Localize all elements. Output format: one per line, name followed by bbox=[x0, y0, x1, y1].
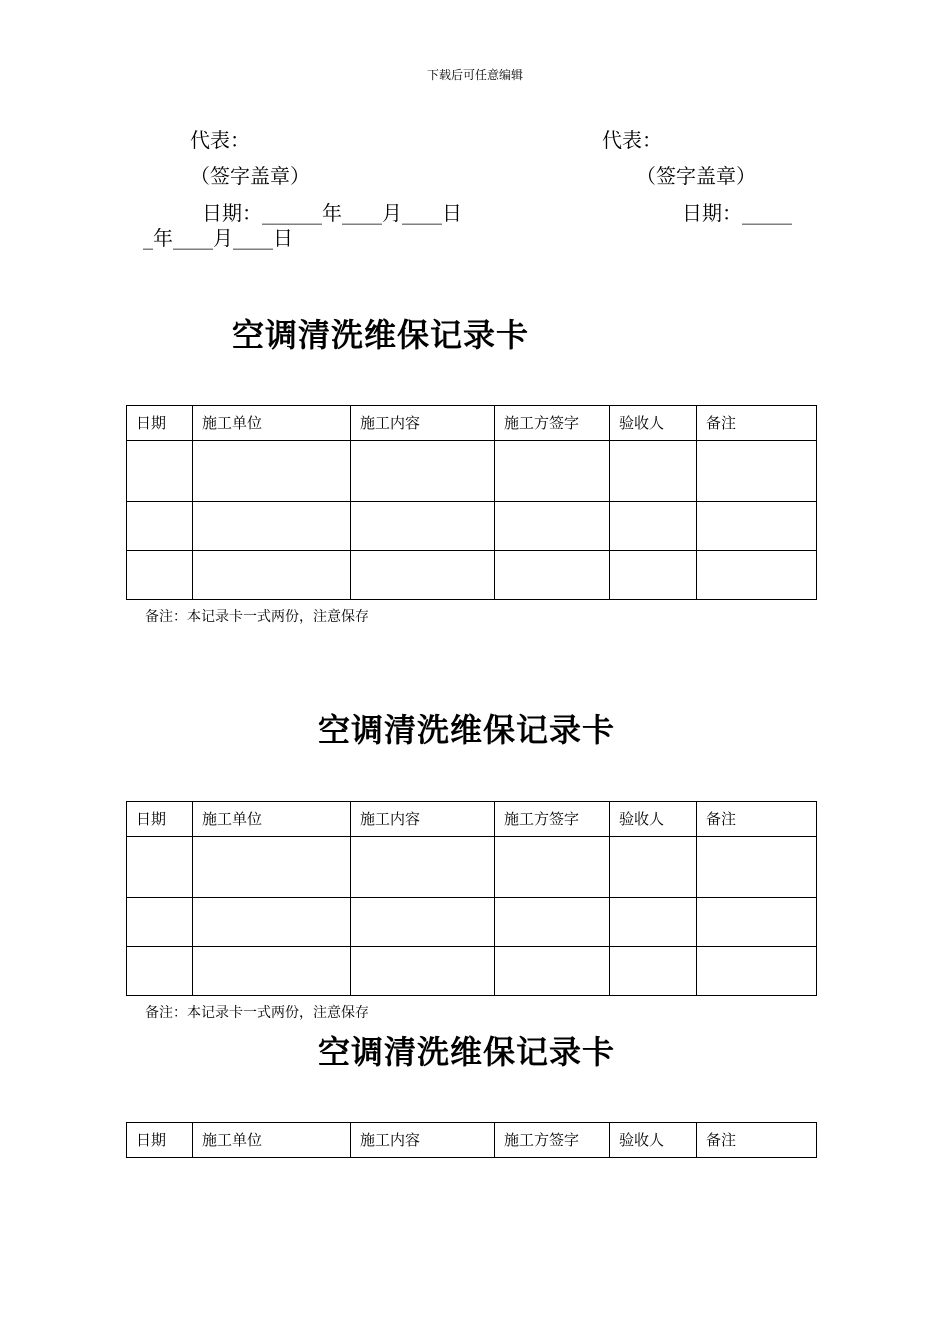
table-header-row bbox=[127, 802, 817, 837]
left-rep-label: 代表： bbox=[190, 128, 250, 152]
table-row bbox=[127, 502, 817, 551]
column-header-unit: 施工单位 bbox=[193, 802, 351, 837]
header-note: 下载后可任意编辑 bbox=[426, 68, 523, 82]
column-header-inspector: 验收人 bbox=[610, 406, 697, 441]
column-header-contractor-sign: 施工方签字 bbox=[495, 406, 610, 441]
table-cell bbox=[697, 551, 817, 600]
table-cell bbox=[610, 947, 697, 996]
table-cell bbox=[697, 837, 817, 898]
table-cell bbox=[351, 441, 495, 502]
table-row bbox=[127, 837, 817, 898]
right-seal: （签字盖章） bbox=[636, 164, 756, 188]
record-table-3 bbox=[126, 1122, 817, 1158]
table-header-row bbox=[127, 1123, 817, 1158]
right-date: 日期：_____ bbox=[682, 201, 792, 225]
column-header-content: 施工内容 bbox=[351, 406, 495, 441]
table-cell bbox=[495, 502, 610, 551]
column-header-unit: 施工单位 bbox=[193, 406, 351, 441]
table-cell bbox=[193, 837, 351, 898]
table-cell bbox=[495, 441, 610, 502]
column-header-unit: 施工单位 bbox=[193, 1123, 351, 1158]
table-cell bbox=[193, 502, 351, 551]
table-cell bbox=[697, 898, 817, 947]
column-header-date: 日期 bbox=[127, 802, 193, 837]
table-cell bbox=[127, 551, 193, 600]
table-cell bbox=[495, 551, 610, 600]
table-cell bbox=[351, 502, 495, 551]
table-cell bbox=[610, 441, 697, 502]
table-cell bbox=[193, 947, 351, 996]
table-row bbox=[127, 898, 817, 947]
column-header-inspector: 验收人 bbox=[610, 802, 697, 837]
column-header-remarks: 备注 bbox=[697, 1123, 817, 1158]
column-header-remarks: 备注 bbox=[697, 406, 817, 441]
table-cell bbox=[351, 551, 495, 600]
card-1-title: 空调清洗维保记录卡 bbox=[232, 316, 530, 354]
table-row bbox=[127, 441, 817, 502]
table-cell bbox=[193, 551, 351, 600]
card-2-note: 备注：本记录卡一式两份，注意保存 bbox=[145, 1005, 369, 1021]
table-cell bbox=[610, 551, 697, 600]
date-wrap: _年____月____日 bbox=[143, 226, 293, 250]
table-header-row bbox=[127, 406, 817, 441]
table-cell bbox=[351, 947, 495, 996]
table-cell bbox=[127, 898, 193, 947]
column-header-date: 日期 bbox=[127, 1123, 193, 1158]
card-1-note: 备注：本记录卡一式两份，注意保存 bbox=[145, 609, 369, 625]
table-cell bbox=[610, 837, 697, 898]
table-cell bbox=[127, 441, 193, 502]
table-cell bbox=[697, 947, 817, 996]
column-header-date: 日期 bbox=[127, 406, 193, 441]
table-cell bbox=[495, 837, 610, 898]
table-cell bbox=[610, 502, 697, 551]
table-cell bbox=[351, 898, 495, 947]
table-row bbox=[127, 947, 817, 996]
table-cell bbox=[127, 837, 193, 898]
record-table-2 bbox=[126, 801, 817, 996]
card-2-title: 空调清洗维保记录卡 bbox=[318, 711, 616, 749]
record-table-1 bbox=[126, 405, 817, 600]
column-header-contractor-sign: 施工方签字 bbox=[495, 1123, 610, 1158]
table-cell bbox=[351, 837, 495, 898]
column-header-content: 施工内容 bbox=[351, 802, 495, 837]
table-cell bbox=[193, 441, 351, 502]
table-cell bbox=[697, 502, 817, 551]
column-header-content: 施工内容 bbox=[351, 1123, 495, 1158]
right-rep-label: 代表： bbox=[602, 128, 662, 152]
table-cell bbox=[127, 947, 193, 996]
table-cell bbox=[610, 898, 697, 947]
left-date: 日期：______年____月____日 bbox=[202, 201, 462, 225]
column-header-remarks: 备注 bbox=[697, 802, 817, 837]
card-3-title: 空调清洗维保记录卡 bbox=[318, 1033, 616, 1071]
table-cell bbox=[697, 441, 817, 502]
table-cell bbox=[495, 898, 610, 947]
column-header-inspector: 验收人 bbox=[610, 1123, 697, 1158]
table-row bbox=[127, 551, 817, 600]
table-cell bbox=[193, 898, 351, 947]
table-cell bbox=[495, 947, 610, 996]
left-seal: （签字盖章） bbox=[190, 164, 310, 188]
table-cell bbox=[127, 502, 193, 551]
column-header-contractor-sign: 施工方签字 bbox=[495, 802, 610, 837]
